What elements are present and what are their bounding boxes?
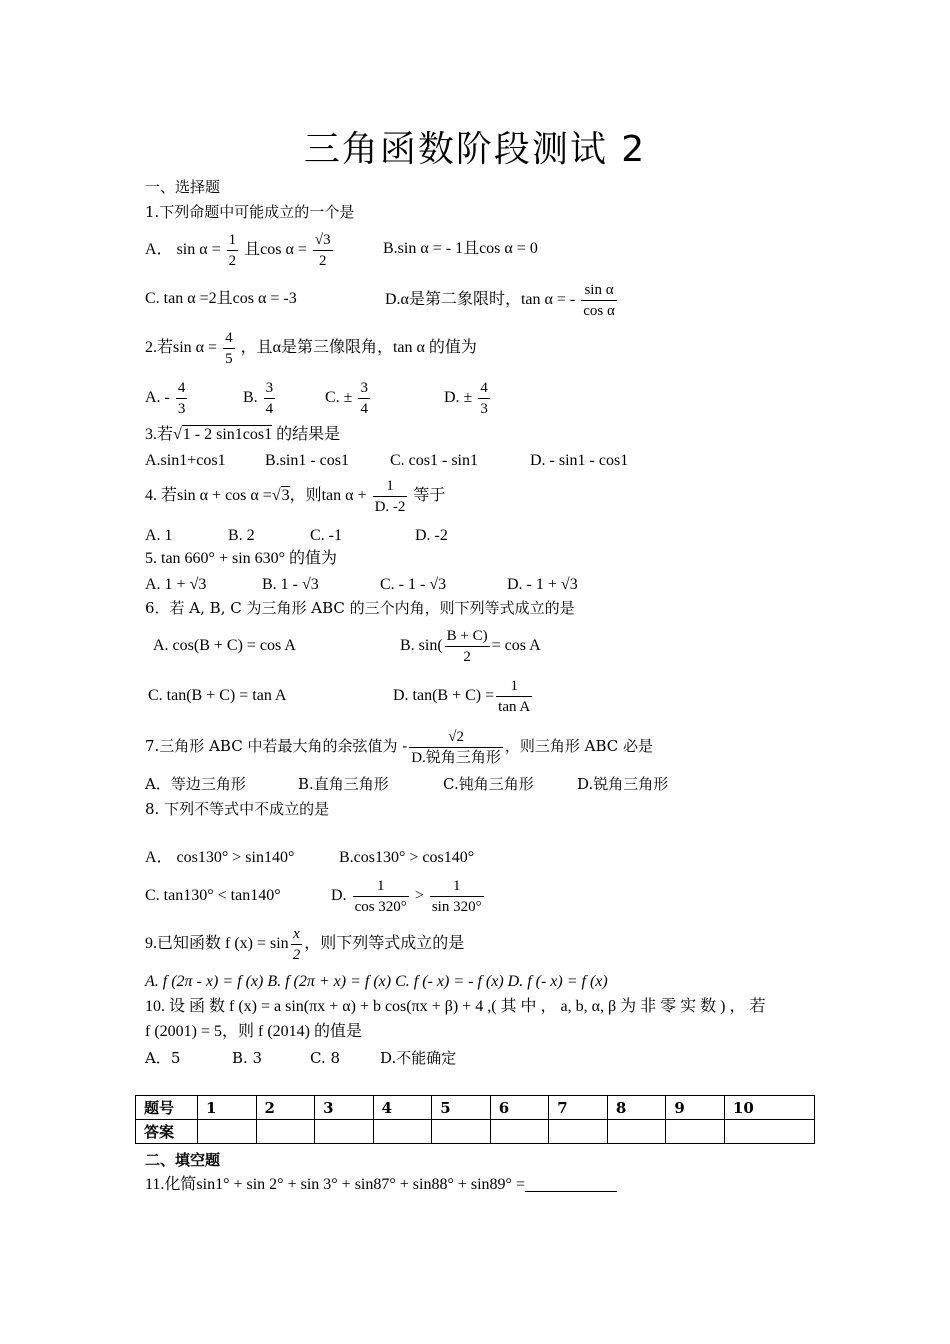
q10-stem-line1: 10. 设 函 数 f (x) = a sin(πx + α) + b cos(πx + β) + 4 ,( 其 中 ， a, b, α, β 为 非 零 实 数 ) ， 若 [145, 998, 766, 1015]
q11-text: 11.化简sin1° + sin 2° + sin 3° + sin87° + sin88° + sin89° = [145, 1176, 525, 1193]
q2-a-num: 4 [177, 379, 186, 396]
q1-a-frac1 [227, 230, 239, 271]
q2-option-b [243, 376, 277, 420]
section-heading-fill: 二、填空题 [145, 1151, 221, 1169]
q2-stem [145, 326, 477, 370]
q7-option-a: A．等边三角形 [145, 775, 246, 793]
q4-stem-c: 等于 [413, 487, 446, 504]
page-title: 三角函数阶段测试 2 [303, 129, 647, 170]
q2-option-c [325, 376, 372, 420]
answer-table [135, 1095, 815, 1144]
answer-table-header-row [136, 1096, 815, 1120]
q2-c-label: C. ± [325, 389, 353, 406]
answer-cell[interactable] [607, 1120, 666, 1144]
q7-frac [409, 727, 503, 768]
q1-option-b: B.sin α = - 1且cos α = 0 [383, 240, 538, 257]
q2-a-frac [176, 378, 188, 419]
q9-frac [291, 924, 303, 965]
answer-cell[interactable] [315, 1120, 374, 1144]
answer-table-number: 5 [432, 1096, 491, 1120]
q6-b-pre: B. sin( [400, 637, 443, 654]
q2-d-num: 4 [480, 379, 488, 396]
q4-den: D. -2 [373, 496, 408, 517]
q7-stem-b: ，则三角形 ABC 必是 [504, 737, 654, 755]
q2-option-a [145, 376, 189, 420]
q6-b-frac [445, 626, 490, 667]
answer-cell[interactable] [198, 1120, 257, 1144]
answer-table-answer-row [136, 1120, 815, 1144]
q3-option-b: B.sin1 - cos1 [265, 452, 349, 469]
q2-c-den: 4 [358, 398, 370, 419]
q4-option-c: C. -1 [310, 527, 342, 544]
q2-c-num: 3 [360, 379, 368, 396]
q3-stem [145, 425, 340, 445]
q4-stem-a: 4. 若sin α + cos α = [145, 487, 272, 504]
answer-table-number: 7 [549, 1096, 608, 1120]
q7-stem [145, 724, 653, 768]
answer-cell[interactable] [256, 1120, 315, 1144]
q9-stem-b: ，则下列等式成立的是 [304, 935, 465, 952]
q8-option-d [331, 874, 486, 918]
q11-answer-blank[interactable] [525, 1175, 617, 1192]
q2-stem-b: ，且α是第三像限角，tan α 的值为 [240, 339, 477, 356]
q4-option-d: D. -2 [415, 527, 448, 544]
q6-option-d [393, 674, 534, 718]
q1-d-pre: D.α是第二象限时，tan α = - [385, 291, 576, 308]
q1-a-frac1-num: 1 [228, 231, 237, 248]
q2-d-den: 3 [478, 398, 490, 419]
q6-b-den: 2 [445, 646, 490, 667]
answer-cell[interactable] [666, 1120, 725, 1144]
answer-cell[interactable] [490, 1120, 549, 1144]
q8-option-c: C. tan130° < tan140° [145, 887, 281, 904]
q3-option-d: D. - sin1 - cos1 [530, 452, 629, 469]
q1-d-den: cos α [581, 300, 617, 321]
q5-stem: 5. tan 660° + sin 630° 的值为 [145, 550, 338, 567]
answer-table-number: 2 [256, 1096, 315, 1120]
q8-d-gt: > [414, 887, 424, 904]
q9-num: x [293, 925, 300, 942]
q1-stem: 1.下列命题中可能成立的一个是 [145, 203, 355, 221]
q11-stem [145, 1175, 617, 1195]
answer-table-label-answer: 答案 [136, 1120, 198, 1144]
q2-b-num: 3 [265, 379, 274, 396]
q3-option-c: C. cos1 - sin1 [390, 452, 478, 469]
q6-b-num: B + C) [446, 627, 488, 644]
q2-c-frac [358, 378, 370, 419]
q8-d-num2: 1 [452, 877, 461, 894]
q4-root: 3 [281, 487, 290, 504]
q1-a-frac2-den: 2 [313, 250, 333, 271]
answer-table-number: 6 [490, 1096, 549, 1120]
q10-option-d: D.不能确定 [380, 1049, 457, 1067]
q10-option-b: B. 3 [232, 1049, 263, 1067]
q1-a-sin: sin α = [176, 241, 221, 258]
q4-num: 1 [386, 477, 394, 494]
q3-root-sign: √ [173, 426, 182, 443]
q4-stem-b: ，则tan α + [289, 487, 367, 504]
q4-option-a: A. 1 [145, 527, 173, 544]
q7-option-c: C.钝角三角形 [443, 775, 534, 793]
q5-option-d: D. - 1 + √3 [507, 576, 578, 593]
q7-option-d: D.锐角三角形 [577, 775, 669, 793]
q7-option-b: B.直角三角形 [298, 775, 389, 793]
q2-d-label: D. ± [444, 389, 473, 406]
q2-b-den: 4 [264, 398, 276, 419]
q1-option-d [385, 278, 619, 322]
q1-d-frac [581, 280, 617, 321]
q1-option-c: C. tan α =2且cos α = -3 [145, 290, 297, 307]
q9-den: 2 [291, 944, 303, 965]
q4-frac [373, 476, 408, 517]
answer-table-number: 8 [607, 1096, 666, 1120]
q6-option-b [400, 624, 541, 668]
answer-cell[interactable] [724, 1120, 814, 1144]
answer-table-label-number: 题号 [136, 1096, 198, 1120]
answer-table-number: 4 [373, 1096, 432, 1120]
q2-b-label: B. [243, 389, 258, 406]
q3-stem-b: 的结果是 [276, 426, 341, 443]
q5-option-b: B. 1 - √3 [262, 576, 319, 593]
q1-option-a [145, 228, 335, 272]
q10-option-c: C. 8 [310, 1049, 341, 1067]
q4-stem [145, 474, 445, 518]
q2-frac [223, 328, 235, 369]
q6-d-den: tan A [496, 696, 532, 717]
q6-option-c: C. tan(B + C) = tan A [148, 687, 287, 704]
q8-option-a: A． cos130° > sin140° [145, 849, 295, 866]
answer-cell[interactable] [373, 1120, 432, 1144]
answer-table-number: 9 [666, 1096, 725, 1120]
q6-d-num: 1 [510, 677, 518, 694]
answer-table-number: 10 [724, 1096, 814, 1120]
q8-stem: 8. 下列不等式中不成立的是 [145, 800, 330, 818]
q1-a-frac2 [313, 230, 333, 271]
q5-option-a: A. 1 + √3 [145, 576, 207, 593]
q6-stem: 6．若 A, B, C 为三角形 ABC 的三个内角，则下列等式成立的是 [145, 599, 575, 617]
q3-stem-a: 3.若 [145, 426, 174, 443]
q8-d-den1: cos 320° [353, 896, 409, 917]
q9-options: A. f (2π - x) = f (x) B. f (2π + x) = f (x) C. f (- x) = - f (x) D. f (- x) = f (x) [145, 973, 608, 990]
q6-option-a: A. cos(B + C) = cos A [153, 637, 296, 654]
q3-root: 1 - 2 sin1cos1 [182, 426, 273, 443]
q2-den: 5 [223, 348, 235, 369]
q6-d-pre: D. tan(B + C) = [393, 687, 495, 704]
q8-d-frac2 [430, 876, 484, 917]
answer-cell[interactable] [432, 1120, 491, 1144]
q4-option-b: B. 2 [228, 527, 255, 544]
q7-num: √2 [448, 728, 464, 745]
q9-stem-a: 9.已知函数 f (x) = sin [145, 935, 289, 952]
q2-num: 4 [225, 329, 233, 346]
q2-d-frac [478, 378, 490, 419]
section-heading-choice: 一、选择题 [145, 178, 221, 196]
q1-a-frac1-den: 2 [227, 250, 239, 271]
q3-option-a: A.sin1+cos1 [145, 452, 226, 469]
q1-a-label: A． [145, 241, 173, 258]
q9-stem [145, 922, 464, 966]
q8-d-pre: D. [331, 887, 347, 904]
q8-d-den2: sin 320° [430, 896, 484, 917]
q7-den: D.锐角三角形 [409, 747, 503, 768]
q7-stem-a: 7.三角形 ABC 中若最大角的余弦值为 - [145, 737, 408, 755]
q5-option-c: C. - 1 - √3 [380, 576, 447, 593]
q8-d-num1: 1 [376, 877, 385, 894]
answer-table-number: 3 [315, 1096, 374, 1120]
q6-d-frac [496, 676, 532, 717]
q1-a-frac2-num: √3 [314, 231, 331, 248]
q6-b-post: = cos A [491, 637, 541, 654]
q10-stem-line2: f (2001) = 5，则 f (2014) 的值是 [145, 1023, 362, 1040]
q10-option-a: A．5 [145, 1049, 181, 1067]
q4-root-sign: √ [271, 487, 281, 504]
q1-a-mid: 且cos α = [244, 241, 307, 258]
q2-option-d [444, 376, 492, 420]
q2-a-den: 3 [176, 398, 188, 419]
answer-cell[interactable] [549, 1120, 608, 1144]
q1-d-num: sin α [584, 281, 614, 298]
q2-a-label: A. - [145, 389, 170, 406]
q8-option-b: B.cos130° > cos140° [339, 849, 475, 866]
answer-table-number: 1 [198, 1096, 257, 1120]
q2-b-frac [264, 378, 276, 419]
q8-d-frac1 [353, 876, 409, 917]
q2-stem-a: 2.若sin α = [145, 339, 218, 356]
